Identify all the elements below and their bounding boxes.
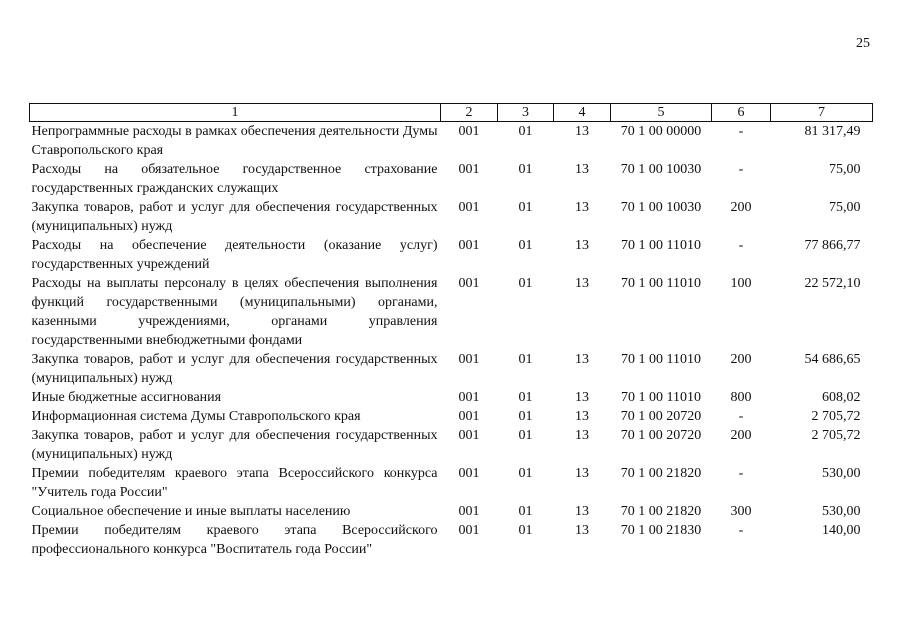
- table-row: [30, 198, 873, 236]
- section-code: 01: [518, 466, 533, 481]
- expense-type-code: -: [738, 238, 744, 253]
- amount: 140,00: [822, 523, 861, 538]
- subsection-code: 13: [575, 466, 589, 481]
- expense-name: Премии победителям краевого этапа Всероссийского конкурса "Учитель года России": [31, 466, 438, 500]
- amount: 530,00: [822, 466, 861, 481]
- expense-name: Премии победителям краевого этапа Всероссийского профессионального конкурса "Воспитатель года России": [31, 523, 438, 557]
- expense-type-code: -: [738, 124, 744, 139]
- column-header: 4: [554, 104, 611, 122]
- target-article-code: 70 1 00 21820: [620, 504, 702, 519]
- ministry-code: 001: [458, 428, 480, 443]
- subsection-code: 13: [575, 428, 589, 443]
- amount: 22 572,10: [804, 276, 861, 291]
- table-row: [30, 426, 873, 464]
- target-article-code: 70 1 00 11010: [621, 390, 701, 405]
- expense-name: Иные бюджетные ассигнования: [31, 390, 222, 405]
- section-code: 01: [518, 124, 533, 139]
- ministry-code: 001: [458, 409, 480, 424]
- subsection-code: 13: [575, 523, 589, 538]
- expense-name: Информационная система Думы Ставропольского края: [31, 409, 361, 424]
- table-row: [30, 274, 873, 350]
- ministry-code: 001: [458, 162, 480, 177]
- expense-type-code: 200: [730, 428, 752, 443]
- section-code: 01: [518, 238, 533, 253]
- expense-name: Социальное обеспечение и иные выплаты населению: [31, 504, 351, 519]
- expense-type-code: -: [738, 523, 744, 538]
- table-row: [30, 350, 873, 388]
- section-code: 01: [518, 200, 533, 215]
- table-header-row: [30, 104, 873, 122]
- page-number: 25: [856, 36, 870, 51]
- table-row: [30, 521, 873, 559]
- expense-name: Расходы на обязательное государственное страхование государственных гражданских служащих: [31, 162, 438, 196]
- section-code: 01: [518, 390, 533, 405]
- column-header: 2: [441, 104, 498, 122]
- target-article-code: 70 1 00 21820: [620, 466, 702, 481]
- target-article-code: 70 1 00 11010: [621, 276, 701, 291]
- table-row: [30, 388, 873, 407]
- table-row: [30, 502, 873, 521]
- table-row: [30, 236, 873, 274]
- expense-name: Расходы на выплаты персоналу в целях обеспечения выполнения функций государственными (муниципальными) органами, казенными учреждениями, органами управления государственными внебюджетными фондами: [31, 276, 438, 348]
- section-code: 01: [518, 523, 533, 538]
- target-article-code: 70 1 00 20720: [620, 428, 702, 443]
- amount: 2 705,72: [811, 428, 861, 443]
- expense-type-code: 200: [730, 352, 752, 367]
- expense-name: Непрограммные расходы в рамках обеспечения деятельности Думы Ставропольского края: [31, 124, 438, 158]
- table-row: [30, 407, 873, 426]
- subsection-code: 13: [575, 200, 589, 215]
- expense-type-code: 800: [730, 390, 752, 405]
- column-header: 5: [611, 104, 712, 122]
- section-code: 01: [518, 352, 533, 367]
- amount: 75,00: [829, 200, 861, 215]
- target-article-code: 70 1 00 21830: [620, 523, 702, 538]
- ministry-code: 001: [458, 238, 480, 253]
- target-article-code: 70 1 00 10030: [620, 162, 702, 177]
- budget-table: [29, 103, 873, 559]
- expense-type-code: 300: [730, 504, 752, 519]
- expense-type-code: -: [738, 162, 744, 177]
- target-article-code: 70 1 00 11010: [621, 238, 701, 253]
- ministry-code: 001: [458, 390, 480, 405]
- subsection-code: 13: [575, 238, 589, 253]
- table-row: [30, 122, 873, 161]
- expense-type-code: 200: [730, 200, 752, 215]
- amount: 75,00: [829, 162, 861, 177]
- ministry-code: 001: [458, 352, 480, 367]
- column-header: 6: [712, 104, 771, 122]
- target-article-code: 70 1 00 11010: [621, 352, 701, 367]
- subsection-code: 13: [575, 124, 589, 139]
- ministry-code: 001: [458, 504, 480, 519]
- column-header: 7: [771, 104, 873, 122]
- expense-name: Закупка товаров, работ и услуг для обеспечения государственных (муниципальных) нужд: [31, 352, 438, 386]
- column-header: 1: [30, 104, 441, 122]
- amount: 81 317,49: [804, 124, 861, 139]
- section-code: 01: [518, 162, 533, 177]
- amount: 77 866,77: [804, 238, 861, 253]
- subsection-code: 13: [575, 504, 589, 519]
- amount: 530,00: [822, 504, 861, 519]
- subsection-code: 13: [575, 409, 589, 424]
- amount: 54 686,65: [804, 352, 861, 367]
- expense-name: Закупка товаров, работ и услуг для обеспечения государственных (муниципальных) нужд: [31, 200, 438, 234]
- expense-type-code: 100: [730, 276, 752, 291]
- ministry-code: 001: [458, 276, 480, 291]
- ministry-code: 001: [458, 466, 480, 481]
- ministry-code: 001: [458, 124, 480, 139]
- table-row: [30, 160, 873, 198]
- column-header: 3: [498, 104, 554, 122]
- ministry-code: 001: [458, 200, 480, 215]
- subsection-code: 13: [575, 352, 589, 367]
- section-code: 01: [518, 428, 533, 443]
- section-code: 01: [518, 504, 533, 519]
- amount: 2 705,72: [811, 409, 861, 424]
- target-article-code: 70 1 00 20720: [620, 409, 702, 424]
- ministry-code: 001: [458, 523, 480, 538]
- expense-name: Закупка товаров, работ и услуг для обеспечения государственных (муниципальных) нужд: [31, 428, 438, 462]
- subsection-code: 13: [575, 390, 589, 405]
- amount: 608,02: [822, 390, 861, 405]
- section-code: 01: [518, 276, 533, 291]
- expense-name: Расходы на обеспечение деятельности (оказание услуг) государственных учреждений: [31, 238, 438, 272]
- subsection-code: 13: [575, 276, 589, 291]
- section-code: 01: [518, 409, 533, 424]
- subsection-code: 13: [575, 162, 589, 177]
- expense-type-code: -: [738, 409, 744, 424]
- target-article-code: 70 1 00 10030: [620, 200, 702, 215]
- expense-type-code: -: [738, 466, 744, 481]
- target-article-code: 70 1 00 00000: [620, 124, 702, 139]
- table-row: [30, 464, 873, 502]
